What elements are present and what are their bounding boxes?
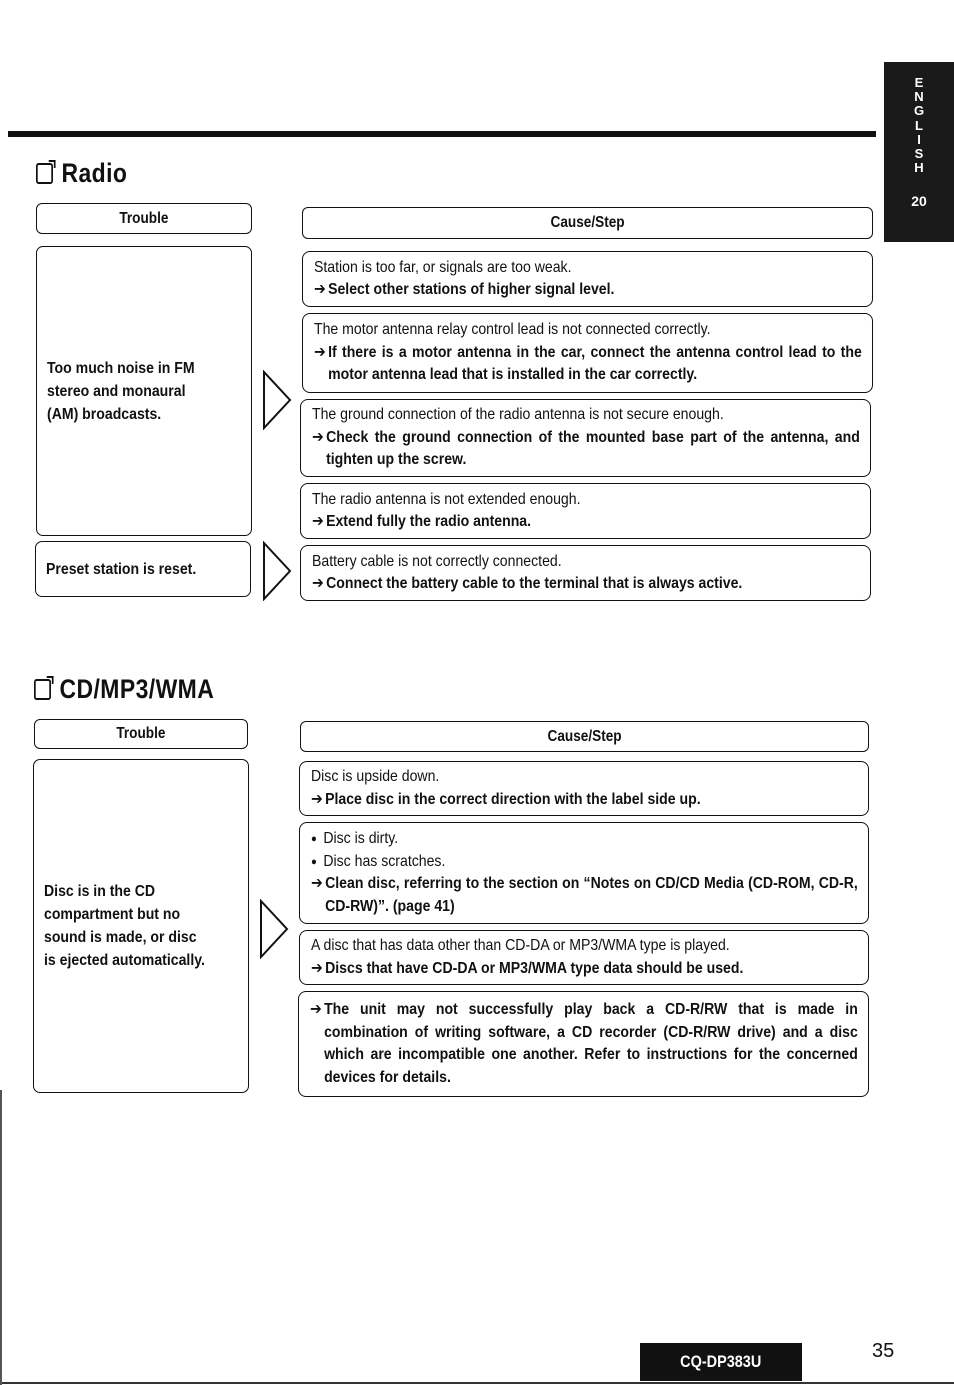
cd-cause-box: A disc that has data other than CD-DA or MP3/WMA type is played. ➔ Discs that have CD-DA or MP3/WMA type data should be used. <box>299 930 869 985</box>
radio-section-title: Radio <box>36 158 127 189</box>
model-label: CQ-DP383U <box>640 1343 802 1381</box>
step-line: ➔ If there is a motor antenna in the car, connect the antenna control lead to the motor antenna lead that is installed in the car correctly. <box>314 342 862 387</box>
step-line: ➔ Place disc in the correct direction with the label side up. <box>311 789 858 812</box>
language-label: E N G L I S H <box>913 75 925 176</box>
arrow-icon: ➔ <box>310 1001 322 1018</box>
radio-cause-box: The motor antenna relay control lead is not connected correctly. ➔ If there is a motor antenna in the car, connect the antenna control lead to the motor antenna lead that is installed in the car correctly. <box>302 313 873 393</box>
step-line: ➔ Select other stations of higher signal level. <box>314 279 862 302</box>
radio-cause-box: The radio antenna is not extended enough. ➔ Extend fully the radio antenna. <box>300 483 871 539</box>
cd-trouble-box: Disc is in the CD compartment but no sound is made, or disc is ejected automatically. <box>33 759 249 1093</box>
section-number: 20 <box>911 193 927 210</box>
bullet-icon: ● <box>311 855 317 868</box>
step-line: ➔ Discs that have CD-DA or MP3/WMA type data should be used. <box>311 958 858 981</box>
left-edge-line <box>0 1090 2 1385</box>
bullet-item: ● Disc has scratches. <box>311 851 858 874</box>
checkbox-icon <box>36 163 53 184</box>
top-rule <box>8 131 876 137</box>
arrow-icon: ➔ <box>312 575 324 592</box>
step-line: ➔ Extend fully the radio antenna. <box>312 511 860 534</box>
arrow-icon: ➔ <box>314 281 326 298</box>
cd-cause-box: Disc is upside down. ➔ Place disc in the correct direction with the label side up. <box>299 761 869 816</box>
arrow-icon: ➔ <box>311 959 323 977</box>
arrow-icon: ➔ <box>312 513 324 530</box>
arrow-icon: ➔ <box>314 343 326 361</box>
arrow-icon: ➔ <box>311 875 323 892</box>
step-line: ➔ Check the ground connection of the mounted base part of the antenna, and tighten up the screw. <box>312 427 860 472</box>
cd-cause-box <box>299 822 869 924</box>
checkbox-icon <box>34 679 51 700</box>
radio-cause-box: Station is too far, or signals are too weak. ➔ Select other stations of higher signal level. <box>302 251 873 307</box>
arrow-icon: ➔ <box>311 790 323 808</box>
radio-cause-box: Battery cable is not correctly connected. ➔ Connect the battery cable to the terminal that is always active. <box>300 545 871 601</box>
triangle-arrow-icon <box>258 899 290 959</box>
cd-cause-box <box>298 991 869 1097</box>
cd-section-title: CD/MP3/WMA <box>34 674 214 705</box>
step-line: ➔ The unit may not successfully play back a CD-R/RW that is made in combination of writing software, a CD recorder (CD-R/RW drive) and a disc which are incompatible one another. Refer to instructions for the concerned devices for details. <box>310 999 858 1089</box>
cd-cause-header: Cause/Step <box>300 721 869 752</box>
radio-trouble-noise: Too much noise in FM stereo and monaural (AM) broadcasts. <box>36 246 252 536</box>
bullet-icon: ● <box>311 833 317 845</box>
cd-trouble-header: Trouble <box>34 719 248 749</box>
radio-trouble-preset: Preset station is reset. <box>35 541 251 597</box>
radio-trouble-header: Trouble <box>36 203 252 234</box>
bottom-rule <box>0 1382 954 1384</box>
page-number: 35 <box>872 1340 895 1362</box>
step-line: ➔ Clean disc, referring to the section on “Notes on CD/CD Media (CD-ROM, CD-R, CD-RW)”. (page 41) <box>311 873 858 918</box>
triangle-arrow-icon <box>261 370 293 430</box>
radio-cause-header: Cause/Step <box>302 207 873 239</box>
language-tab <box>884 62 954 242</box>
arrow-icon: ➔ <box>312 428 324 446</box>
step-line: ➔ Connect the battery cable to the terminal that is always active. <box>312 573 860 596</box>
triangle-arrow-icon <box>261 541 293 601</box>
radio-cause-box: The ground connection of the radio antenna is not secure enough. ➔ Check the ground connection of the mounted base part of the antenna, and tighten up the screw. <box>300 399 871 477</box>
bullet-item: ● Disc is dirty. <box>311 828 858 851</box>
